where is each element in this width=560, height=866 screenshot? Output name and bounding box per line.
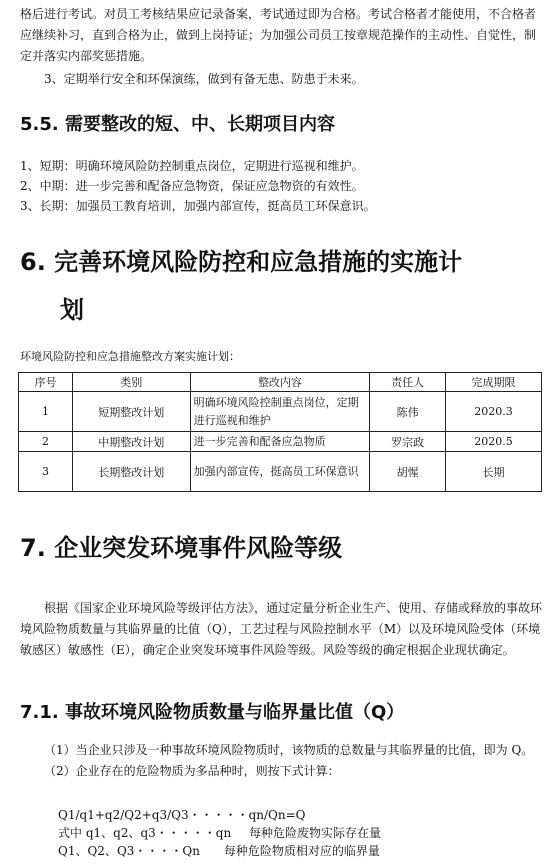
section-5-5-heading: 5.5. 需要整改的短、中、长期项目内容 [20, 114, 335, 135]
section-6-heading-line2: 划 [60, 296, 84, 324]
table-cell: 长期 [446, 452, 542, 492]
table-row [19, 452, 542, 492]
top-paragraph: 格后进行考试。对员工考核结果应记录备案，考试通过即为合格。考试合格者才能使用，不合格者应继续补习，直到合格为止，做到上岗持证；为加强公司员工按章规范操作的主动性、自觉性，制定并落实内部奖惩措施。 [20, 7, 537, 63]
table-cell: 明确环境风险控制重点岗位，定期进行巡视和维护 [190, 392, 370, 432]
table-cell: 2 [19, 432, 73, 452]
table-header-cell: 完成期限 [446, 373, 542, 392]
section-7-paragraph: 根据《国家企业环境风险等级评估方法》，通过定量分析企业生产、使用、存储或释放的事故环境风险物质数量与其临界量的比值（Q），工艺过程与风险控制水平（M）以及环境风险受体（环境敏感区）敏感性（E），确定企业突发环境事件风险等级。风险等级的确定根据企业现状确定。 [20, 601, 543, 657]
section-7-1-item-2: （2）企业存在的危险物质为多品种时，则按下式计算： [44, 764, 340, 778]
definition-vars: 式中 q1、q2、q3・・・・・qn [58, 826, 232, 840]
table-cell: 进一步完善和配备应急物质 [190, 432, 370, 452]
table-header-cell: 责任人 [370, 373, 446, 392]
section-7-heading: 7. 企业突发环境事件风险等级 [20, 534, 343, 562]
table-row [19, 432, 542, 452]
top-paragraph-block [20, 4, 542, 90]
top-item-3: 3、定期举行安全和环保演练，做到有备无患、防患于未来。 [44, 72, 364, 86]
formula-definition-2 [58, 842, 538, 860]
table-cell: 短期整改计划 [72, 392, 190, 432]
table-cell: 2020.5 [446, 432, 542, 452]
definition-text: 每种危险物质相对应的临界量 [223, 844, 380, 858]
section-7-1-body [20, 740, 542, 782]
table-cell: 3 [19, 452, 73, 492]
table-cell: 1 [19, 392, 73, 432]
rectification-plan-table [18, 372, 542, 492]
section-6-heading [20, 238, 550, 334]
table-cell: 中期整改计划 [72, 432, 190, 452]
table-header-cell: 类别 [72, 373, 190, 392]
table-caption: 环境风险防控和应急措施整改方案实施计划： [20, 350, 240, 363]
table-header-row [19, 373, 542, 392]
section-7-1-item-1: （1）当企业只涉及一种事故环境风险物质时，该物质的总数量与其临界量的比值，即为 Q。 [44, 743, 534, 757]
table-cell: 加强内部宣传，挺高员工环保意识 [190, 452, 370, 492]
table-row [19, 392, 542, 432]
formula: Q1/q1+q2/Q2+q3/Q3・・・・・qn/Qn=Q [58, 808, 306, 822]
table-header-cell: 序号 [19, 373, 73, 392]
list-item: 2、中期：进一步完善和配备应急物资，保证应急物资的有效性。 [20, 179, 364, 193]
table-header-cell: 整改内容 [190, 373, 370, 392]
formula-definition-1 [58, 824, 538, 842]
table-cell: 陈伟 [370, 392, 446, 432]
table-cell: 2020.3 [446, 392, 542, 432]
section-5-5-list [20, 156, 542, 216]
section-6-heading-line1: 6. 完善环境风险防控和应急措施的实施计 [20, 248, 463, 276]
table-cell: 胡惺 [370, 452, 446, 492]
list-item: 1、短期：明确环境风险防控制重点岗位，定期进行巡视和维护。 [20, 159, 364, 173]
table-cell: 罗宗政 [370, 432, 446, 452]
definition-vars: Q1、Q2、Q3・・・・Qn [58, 844, 200, 858]
definition-text: 每种危险废物实际存在量 [249, 826, 382, 840]
table-cell: 长期整改计划 [72, 452, 190, 492]
list-item: 3、长期：加强员工教育培训，加强内部宣传，挺高员工环保意识。 [20, 199, 376, 213]
section-7-1-heading: 7.1. 事故环境风险物质数量与临界量比值（Q） [20, 702, 405, 723]
formula-block [58, 806, 538, 860]
